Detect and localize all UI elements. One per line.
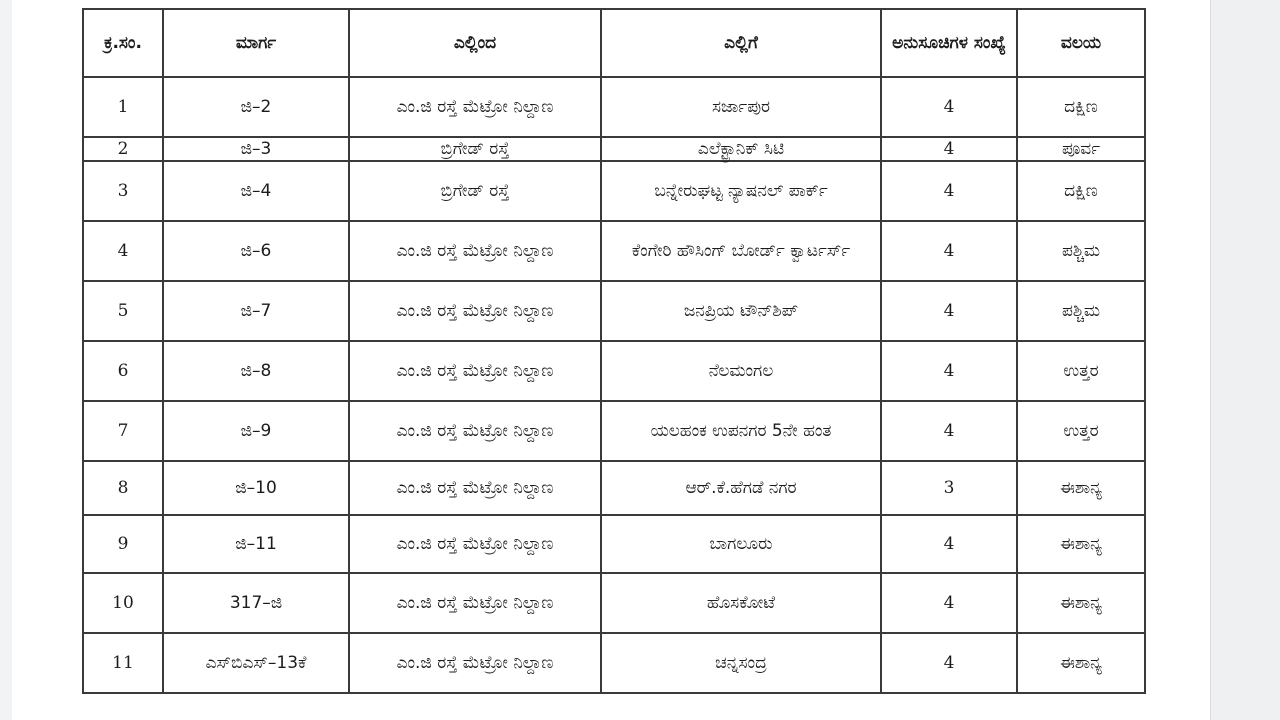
cell-count: 4: [881, 573, 1017, 633]
cell-serial: 1: [83, 77, 163, 137]
cell-to: ಜನಪ್ರಿಯ ಟೌನ್‌ಶಿಪ್: [601, 281, 881, 341]
cell-to: ಬನ್ನೇರುಘಟ್ಟ ನ್ಯಾಷನಲ್ ಪಾರ್ಕ್: [601, 161, 881, 221]
cell-from: ಎಂ.ಜಿ ರಸ್ತೆ ಮೆಟ್ರೋ ನಿಲ್ದಾಣ: [349, 77, 601, 137]
bus-route-table: [82, 8, 1146, 694]
cell-serial: 3: [83, 161, 163, 221]
cell-zone: ಪೂರ್ವ: [1017, 137, 1145, 161]
cell-serial: 11: [83, 633, 163, 693]
cell-route: ಜಿ–4: [163, 161, 349, 221]
cell-from: ಎಂ.ಜಿ ರಸ್ತೆ ಮೆಟ್ರೋ ನಿಲ್ದಾಣ: [349, 573, 601, 633]
cell-from: ಎಂ.ಜಿ ರಸ್ತೆ ಮೆಟ್ರೋ ನಿಲ್ದಾಣ: [349, 281, 601, 341]
cell-serial: 8: [83, 461, 163, 515]
cell-from: ಎಂ.ಜಿ ರಸ್ತೆ ಮೆಟ್ರೋ ನಿಲ್ದಾಣ: [349, 401, 601, 461]
cell-route: 317–ಜಿ: [163, 573, 349, 633]
cell-route: ಜಿ–6: [163, 221, 349, 281]
header-zone: ವಲಯ: [1017, 9, 1145, 77]
cell-count: 4: [881, 221, 1017, 281]
table-row: [83, 401, 1145, 461]
cell-zone: ದಕ್ಷಿಣ: [1017, 161, 1145, 221]
table-row: [83, 137, 1145, 161]
cell-route: ಜಿ–9: [163, 401, 349, 461]
cell-count: 4: [881, 161, 1017, 221]
cell-from: ಬ್ರಿಗೇಡ್ ರಸ್ತೆ: [349, 161, 601, 221]
cell-route: ಎಸ್‌ಬಿಎಸ್–13ಕೆ: [163, 633, 349, 693]
cell-serial: 7: [83, 401, 163, 461]
cell-to: ಎಲೆಕ್ಟ್ರಾನಿಕ್ ಸಿಟಿ: [601, 137, 881, 161]
table-row: [83, 77, 1145, 137]
table-row: [83, 633, 1145, 693]
viewer-background: [1210, 0, 1280, 720]
table-row: [83, 573, 1145, 633]
cell-serial: 9: [83, 515, 163, 573]
cell-zone: ಪಶ್ಚಿಮ: [1017, 221, 1145, 281]
cell-to: ನೆಲಮಂಗಲ: [601, 341, 881, 401]
cell-to: ಯಲಹಂಕ ಉಪನಗರ 5ನೇ ಹಂತ: [601, 401, 881, 461]
cell-serial: 2: [83, 137, 163, 161]
cell-zone: ಈಶಾನ್ಯ: [1017, 573, 1145, 633]
header-schedule-count: ಅನುಸೂಚಿಗಳ ಸಂಖ್ಯೆ: [881, 9, 1017, 77]
cell-to: ಚನ್ನಸಂದ್ರ: [601, 633, 881, 693]
cell-route: ಜಿ–7: [163, 281, 349, 341]
cell-count: 4: [881, 401, 1017, 461]
cell-serial: 6: [83, 341, 163, 401]
cell-zone: ಈಶಾನ್ಯ: [1017, 633, 1145, 693]
cell-serial: 10: [83, 573, 163, 633]
cell-route: ಜಿ–8: [163, 341, 349, 401]
table-row: [83, 221, 1145, 281]
cell-serial: 5: [83, 281, 163, 341]
table-row: [83, 515, 1145, 573]
cell-route: ಜಿ–11: [163, 515, 349, 573]
cell-to: ಆರ್.ಕೆ.ಹೆಗಡೆ ನಗರ: [601, 461, 881, 515]
cell-zone: ಉತ್ತರ: [1017, 341, 1145, 401]
table-row: [83, 161, 1145, 221]
cell-zone: ಉತ್ತರ: [1017, 401, 1145, 461]
cell-count: 4: [881, 77, 1017, 137]
cell-zone: ಪಶ್ಚಿಮ: [1017, 281, 1145, 341]
cell-from: ಎಂ.ಜಿ ರಸ್ತೆ ಮೆಟ್ರೋ ನಿಲ್ದಾಣ: [349, 461, 601, 515]
header-to: ಎಲ್ಲಿಗೆ: [601, 9, 881, 77]
cell-route: ಜಿ–10: [163, 461, 349, 515]
cell-count: 4: [881, 281, 1017, 341]
header-route: ಮಾರ್ಗ: [163, 9, 349, 77]
cell-from: ಎಂ.ಜಿ ರಸ್ತೆ ಮೆಟ್ರೋ ನಿಲ್ದಾಣ: [349, 633, 601, 693]
cell-to: ಬಾಗಲೂರು: [601, 515, 881, 573]
cell-zone: ಈಶಾನ್ಯ: [1017, 515, 1145, 573]
cell-to: ಸರ್ಜಾಪುರ: [601, 77, 881, 137]
cell-count: 3: [881, 461, 1017, 515]
cell-count: 4: [881, 137, 1017, 161]
cell-from: ಎಂ.ಜಿ ರಸ್ತೆ ಮೆಟ್ರೋ ನಿಲ್ದಾಣ: [349, 515, 601, 573]
table-row: [83, 461, 1145, 515]
cell-route: ಜಿ–2: [163, 77, 349, 137]
cell-from: ಎಂ.ಜಿ ರಸ್ತೆ ಮೆಟ್ರೋ ನಿಲ್ದಾಣ: [349, 221, 601, 281]
header-serial: ಕ್ರ.ಸಂ.: [83, 9, 163, 77]
cell-count: 4: [881, 341, 1017, 401]
cell-from: ಬ್ರಿಗೇಡ್ ರಸ್ತೆ: [349, 137, 601, 161]
cell-zone: ದಕ್ಷಿಣ: [1017, 77, 1145, 137]
cell-zone: ಈಶಾನ್ಯ: [1017, 461, 1145, 515]
cell-route: ಜಿ–3: [163, 137, 349, 161]
table-row: [83, 341, 1145, 401]
table-row: [83, 281, 1145, 341]
cell-count: 4: [881, 515, 1017, 573]
cell-to: ಕೆಂಗೇರಿ ಹೌಸಿಂಗ್ ಬೋರ್ಡ್ ಕ್ವಾರ್ಟರ್ಸ್: [601, 221, 881, 281]
table-header-row: [83, 9, 1145, 77]
cell-from: ಎಂ.ಜಿ ರಸ್ತೆ ಮೆಟ್ರೋ ನಿಲ್ದಾಣ: [349, 341, 601, 401]
cell-serial: 4: [83, 221, 163, 281]
cell-to: ಹೊಸಕೋಟೆ: [601, 573, 881, 633]
cell-count: 4: [881, 633, 1017, 693]
header-from: ಎಲ್ಲಿಂದ: [349, 9, 601, 77]
